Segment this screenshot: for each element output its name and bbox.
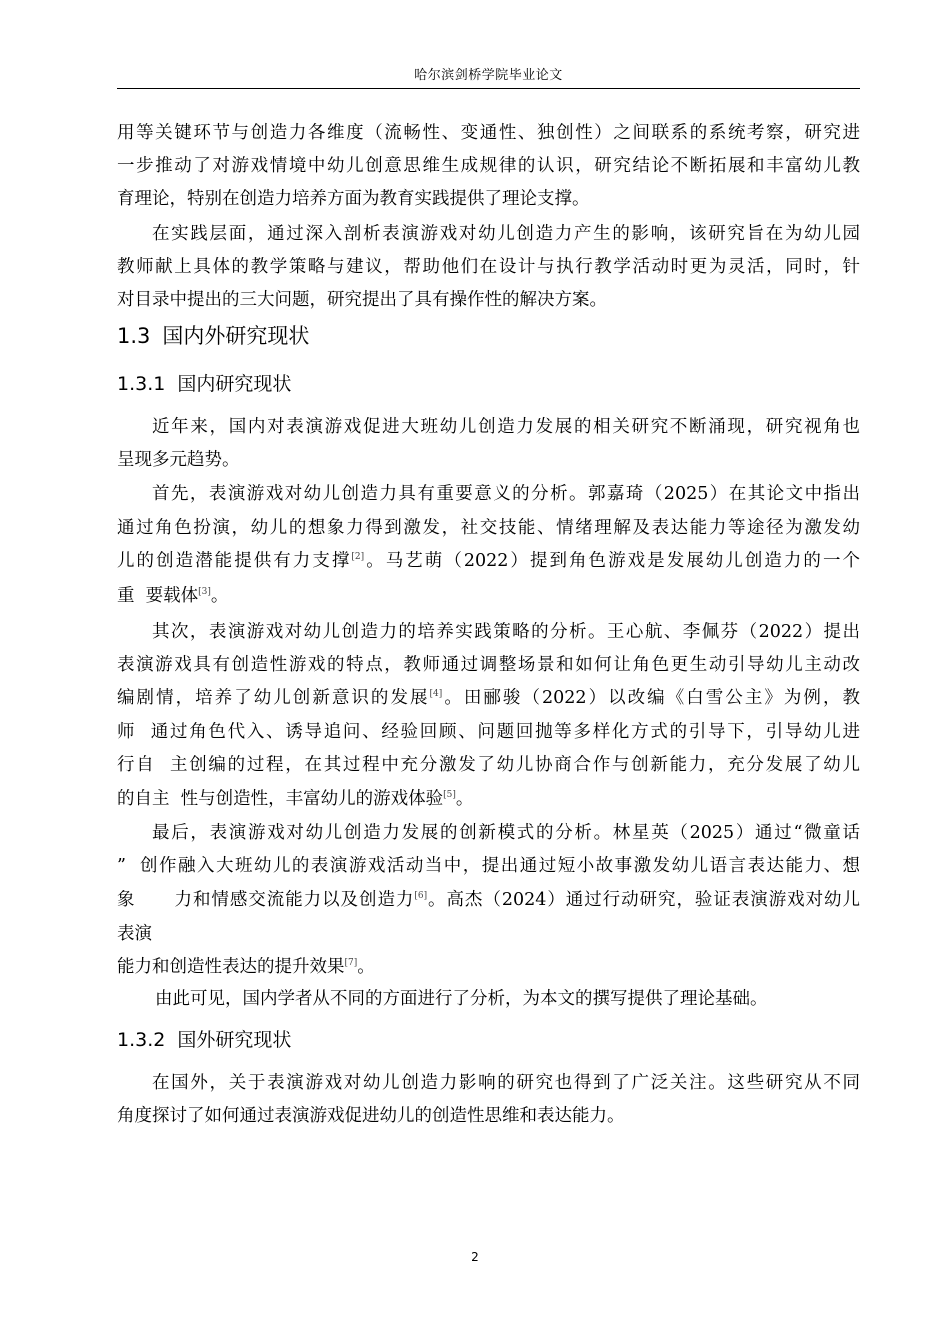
text-span: 象 力和情感交流能力以及创造力 <box>117 890 415 910</box>
section-title: 国外研究现状 <box>177 1029 292 1051</box>
text-span: 。高杰（2024）通过行动研究，验证表演游戏对幼儿 <box>427 890 860 910</box>
citation-ref: [2] <box>351 552 365 563</box>
body-line: 表演 <box>117 924 152 944</box>
body-line: 师 通过角色代入、诱导追问、经验回顾、问题回抛等多样化方式的引导下，引导幼儿进 <box>117 722 860 742</box>
section-number: 1.3.2 <box>117 1029 166 1051</box>
section-title: 国内研究现状 <box>177 373 292 395</box>
text-span: 的自主 性与创造性，丰富幼儿的游戏体验 <box>117 789 444 809</box>
citation-ref: [7] <box>344 958 358 969</box>
body-line: 近年来，国内对表演游戏促进大班幼儿创造力发展的相关研究不断涌现，研究视角也 <box>152 417 860 437</box>
citation-ref: [5] <box>443 790 456 801</box>
body-line: 通过角色扮演，幼儿的想象力得到激发，社交技能、情绪理解及表达能力等途径为激发幼 <box>117 518 860 538</box>
body-line: 对目录中提出的三大问题，研究提出了具有操作性的解决方案。 <box>117 290 607 310</box>
section-number: 1.3 <box>117 324 151 348</box>
body-line: 表演游戏具有创造性游戏的特点，教师通过调整场景和如何让角色更生动引导幼儿主动改 <box>117 655 860 675</box>
section-heading-1-3-1 <box>117 372 291 396</box>
body-line: 首先，表演游戏对幼儿创造力具有重要意义的分析。郭嘉琦（2025）在其论文中指出 <box>152 484 860 504</box>
body-line <box>117 955 860 979</box>
citation-ref: [4] <box>429 689 443 700</box>
body-line <box>117 888 860 912</box>
citation-ref: [6] <box>414 891 428 902</box>
body-line: 用等关键环节与创造力各维度（流畅性、变通性、独创性）之间联系的系统考察，研究进 <box>117 123 860 143</box>
text-span: 。田郦骏（2022）以改编《白雪公主》为例，教 <box>442 688 860 708</box>
section-heading-1-3 <box>117 323 309 349</box>
body-line: 由此可见，国内学者从不同的方面进行了分析，为本文的撰写提供了理论基础。 <box>155 989 768 1009</box>
page-header: 哈尔滨剑桥学院毕业论文 <box>414 68 563 83</box>
body-line <box>117 584 860 608</box>
body-line: 其次，表演游戏对幼儿创造力的培养实践策略的分析。王心航、李佩芬（2022）提出 <box>152 622 860 642</box>
body-line: 在实践层面，通过深入剖析表演游戏对幼儿创造力产生的影响，该研究旨在为幼儿园 <box>152 224 860 244</box>
body-line: 教师献上具体的教学策略与建议，帮助他们在设计与执行教学活动时更为灵活，同时，针 <box>117 257 860 277</box>
text-span: 儿的创造潜能提供有力支撑 <box>117 551 352 571</box>
body-line: 最后，表演游戏对幼儿创造力发展的创新模式的分析。林星英（2025）通过“微童话 <box>152 823 860 843</box>
page-number: 2 <box>471 1250 479 1264</box>
section-number: 1.3.1 <box>117 373 166 395</box>
body-line: ” 创作融入大班幼儿的表演游戏活动当中，提出通过短小故事激发幼儿语言表达能力、想 <box>117 856 860 876</box>
body-line: 呈现多元趋势。 <box>117 450 240 470</box>
text-span: 。 <box>357 957 375 977</box>
section-heading-1-3-2 <box>117 1028 291 1052</box>
text-span: 。 <box>455 789 474 809</box>
body-line: 在国外，关于表演游戏对幼儿创造力影响的研究也得到了广泛关注。这些研究从不同 <box>152 1073 860 1093</box>
body-line: 育理论，特别在创造力培养方面为教育实践提供了理论支撑。 <box>117 189 590 209</box>
body-line <box>117 787 860 811</box>
text-span: 。马艺萌（2022）提到角色游戏是发展幼儿创造力的一个 <box>364 551 860 571</box>
text-span: 能力和创造性表达的提升效果 <box>117 957 345 977</box>
body-line: 行自 主创编的过程，在其过程中充分激发了幼儿协商合作与创新能力，充分发展了幼儿 <box>117 755 860 775</box>
text-span: 。 <box>210 586 229 606</box>
citation-ref: [3] <box>198 587 211 598</box>
body-line: 角度探讨了如何通过表演游戏促进幼儿的创造性思维和表达能力。 <box>117 1106 625 1126</box>
text-span: 编剧情，培养了幼儿创新意识的发展 <box>117 688 430 708</box>
body-line <box>117 686 860 710</box>
section-title: 国内外研究现状 <box>162 324 310 348</box>
body-line <box>117 549 860 573</box>
header-rule <box>117 88 860 89</box>
text-span: 重 要载体 <box>117 586 199 606</box>
body-line: 一步推动了对游戏情境中幼儿创意思维生成规律的认识，研究结论不断拓展和丰富幼儿教 <box>117 156 860 176</box>
